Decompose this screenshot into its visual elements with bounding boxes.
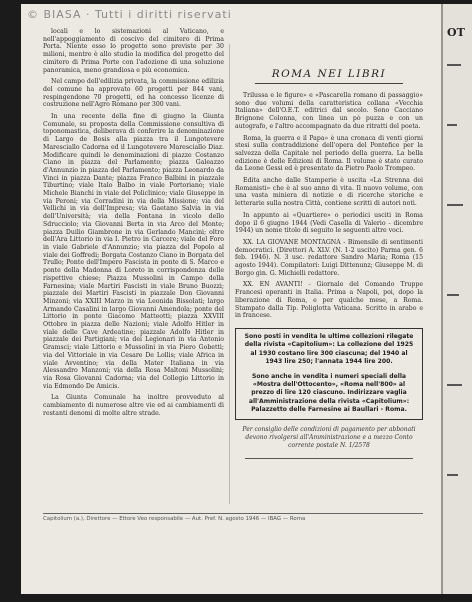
left-paragraph: locali e lo sistemazioni al Vaticano, e nell'appoggiamento di coscivo del cimitero di Prima Porta. Niente esso lo progetto sono previste per 30 milioni, mentre è allo studio la modifica del progetto del cimitero di Prima Porte con l'adozione di una soluzione panoramica, meno grandiosa e più economica. (43, 28, 224, 74)
right-paragraph: XX. LA GIOVANE MONTAGNA - Bimensile di sentimenti democratici. (Direttori A. XLV. (N. 1-2 uscito) Parma gen. 6 feb. 1946). N. 3 usc. redattore Sandro Maria; Roma (15 agosto 1944). Compilatori: Luigi Dittenunz; Giuseppe M. di Borgo gin. G. Michielli redattore. (235, 238, 423, 277)
subscription-notice: Per consiglio delle condizioni di pagamento per abbonati devono rivolgersi all'Amministrazione e a mezzo Conto corrente postale N. 1/2578 (242, 425, 416, 449)
footer-rule (43, 513, 423, 514)
adjacent-text-fragment (447, 64, 461, 66)
footer-imprint: Capitolium (a.), Direttore — Ettore Veo responsabile — Aut. Pref. N. agosto 1946 — IBAG — Roma (43, 516, 306, 522)
right-column (235, 28, 423, 459)
right-paragraph: XX. EN AVANTI! - Giornale del Comando Truppe Francesi operanti in Italia. Prima a Napoli, poi, dopo la liberazione di Roma, e per qualche mese, a Roma. Stampato dalla Tip. Poliglotta Vaticana. Scritto in arabo e in francese. (235, 281, 423, 320)
watermark-text: © BIASA · Tutti i diritti riservati (27, 8, 232, 21)
right-paragraph: Roma, la guerra e il Papa» è una cronaca di venti giorni stesi sulla contraddizione dell'opera del Pontefice per la salvezza della Capitale nel periodo della guerra. La bella edizione è delle Edizioni di Roma. Il volume è stato curato da Leone Gessi ed è presentato da Pietro Paolo Trompeo. (235, 134, 423, 173)
rubric-title: ROMA NEI LIBRI (271, 68, 387, 80)
adjacent-text-fragment (447, 124, 457, 126)
page-edge-shadow (441, 4, 443, 594)
column-divider (229, 44, 230, 504)
right-paragraph: In appunto ai «Quartiere» o periodici usciti in Roma dopo il 6 giugno 1944 (Vedi Casella di Valerio - dicembre 1944) un nome titolo di seguito le seguenti altre voci. (235, 211, 423, 235)
sales-notice-special-issues: Sono anche in vendita i numeri speciali della «Mostra dell'Ottocento», «Roma nell'800» al prezzo di lire 120 ciascuno. Indirizzare vaglia all'Amministrazione della rivista «Capitolium»: Palazzetto delle Farnesine ai Baullari - Roma. (248, 372, 410, 414)
left-column (43, 28, 224, 421)
left-paragraph: La Giunta Comunale ha inoltre provveduto al cambiamento di numerose altre vie ed ai cambiamenti di restanti denomi di molte altre strade. (43, 394, 224, 417)
adjacent-text-fragment (447, 204, 463, 206)
left-paragraph: In una recente della fine di giugno la Giunta Comunale, su proposta della Commissione consultiva di toponomastica, deliberava di conferire la denominazione di Largo de Bosis alla piazza tra il Lungotevere Maresciallo Cadorna ed il Lungotevere Maresciallo Diaz. Modificare quindi le denominazioni di piazze Costanzo Ciano in piazza del Parlamento; piazza Galeazzo d'Annunzio in piazza del Parlamento; piazza Leonardo da Vinci in piazza Dante; piazza Franco Balbini in piazzale Tiburtino; viale Italo Balbo in viale Portoriano; viale Michele Bianchi in viale del Policlinico; viale Giuseppe in via Peroni; via Corradini in via della Missione; via del Vellichi in via dell'Impresa; via Gaetano Salvia in via dell'Università; via della Fontana in vicolo dello Sdrucciolo; via Giovanni Berta in via Arco del Monte; piazza Duilio Giambrone in via Gerlando Mancini; oltre dell'Ara Littorio in via I. Pietro in Carcere; viale del Foro in viale Gabriele d'Annunzio; via piazza del Popolo al viale dei Goffredi; Borgata Costanzo Ciano in Borgata del Trullo; Ponte dell'Impero Fascista in ponte di S. Marco e ponte della Madonna di Loreto in corrispondenza delle rispettive chiese; Piazza Mussolini in Campo della Farnesina; viale Martiri Fascisti in viale Bruno Buozzi; piazzale dei Martiri Fascisti in piazzale Don Giovanni Minzoni; via XXIII Marzo in via Leonida Bissolati; largo Armando Casalini in largo Giovanni Amendola; ponte del Littorio in ponte Giacomo Matteotti; piazza XXVIII Ottobre in piazza delle Nazioni; viale Adolfo Hitler in viale delle Cave Ardeatine; piazzale Adolfo Hitler in piazzale dei Partigiani; via dei Legionari in via Antonio Gramsci; viale Littorio e Mussolini in via Piero Gobetti; via del Vittoriale in via Cesare De Lollis; viale Africa in viale Avventino; via della Mater Italiana in via Alessandro Manzoni; via della Rosa Maltoni Mussolini; via Rosa Giovanni Cadorna; via del Collegio Littorio in via Edmondo De Amicis. (43, 113, 224, 390)
sales-notice-box (235, 328, 423, 420)
sales-notice-collections: Sono posti in vendita le ultime collezioni rilegate della rivista «Capitolium»: La collezione del 1925 al 1930 costano lire 300 ciascuna; del 1940 al 1943 lire 250; l'annata 1944 lire 200. (244, 332, 414, 366)
document-page (21, 4, 441, 594)
notice-rule (245, 458, 413, 459)
adjacent-text-fragment (447, 474, 458, 476)
adjacent-page-edge (441, 4, 472, 594)
adjacent-text-fragment (447, 384, 462, 386)
adjacent-text-fragment (447, 294, 459, 296)
rubric-rule (255, 83, 403, 84)
right-paragraph: Edita anche dalle Stamperie è uscita «La Strenna dei Romanisti» che è al suo anno di vita. Il nuovo volume, con una vasta miniera di notizie e di ricerche storiche e letterarie sulla nostra Città, contiene scritti di autori noti. (235, 177, 423, 208)
left-paragraph: Nel campo dell'edilizia privata, la commissione edilizia del comune ha approvato 60 progetti per 844 vani, respingendone 70 progetti, ed ha concesso licenze di costruzione nell'Agro Romano per 300 vani. (43, 78, 224, 109)
right-paragraph: Trilussa e le figure» e «Pascarella romano di passaggio» sono due volumi della caratteristica collana «Vecchia Italiana» dell'O.E.T. editrici dal secolo. Sono Cacciano Brignone Colonna, con linea un pò puzza e con un autografo, e l'altro accompagnato da due ritratti del poeta. (235, 92, 423, 130)
adjacent-page-header: OT (447, 26, 465, 39)
